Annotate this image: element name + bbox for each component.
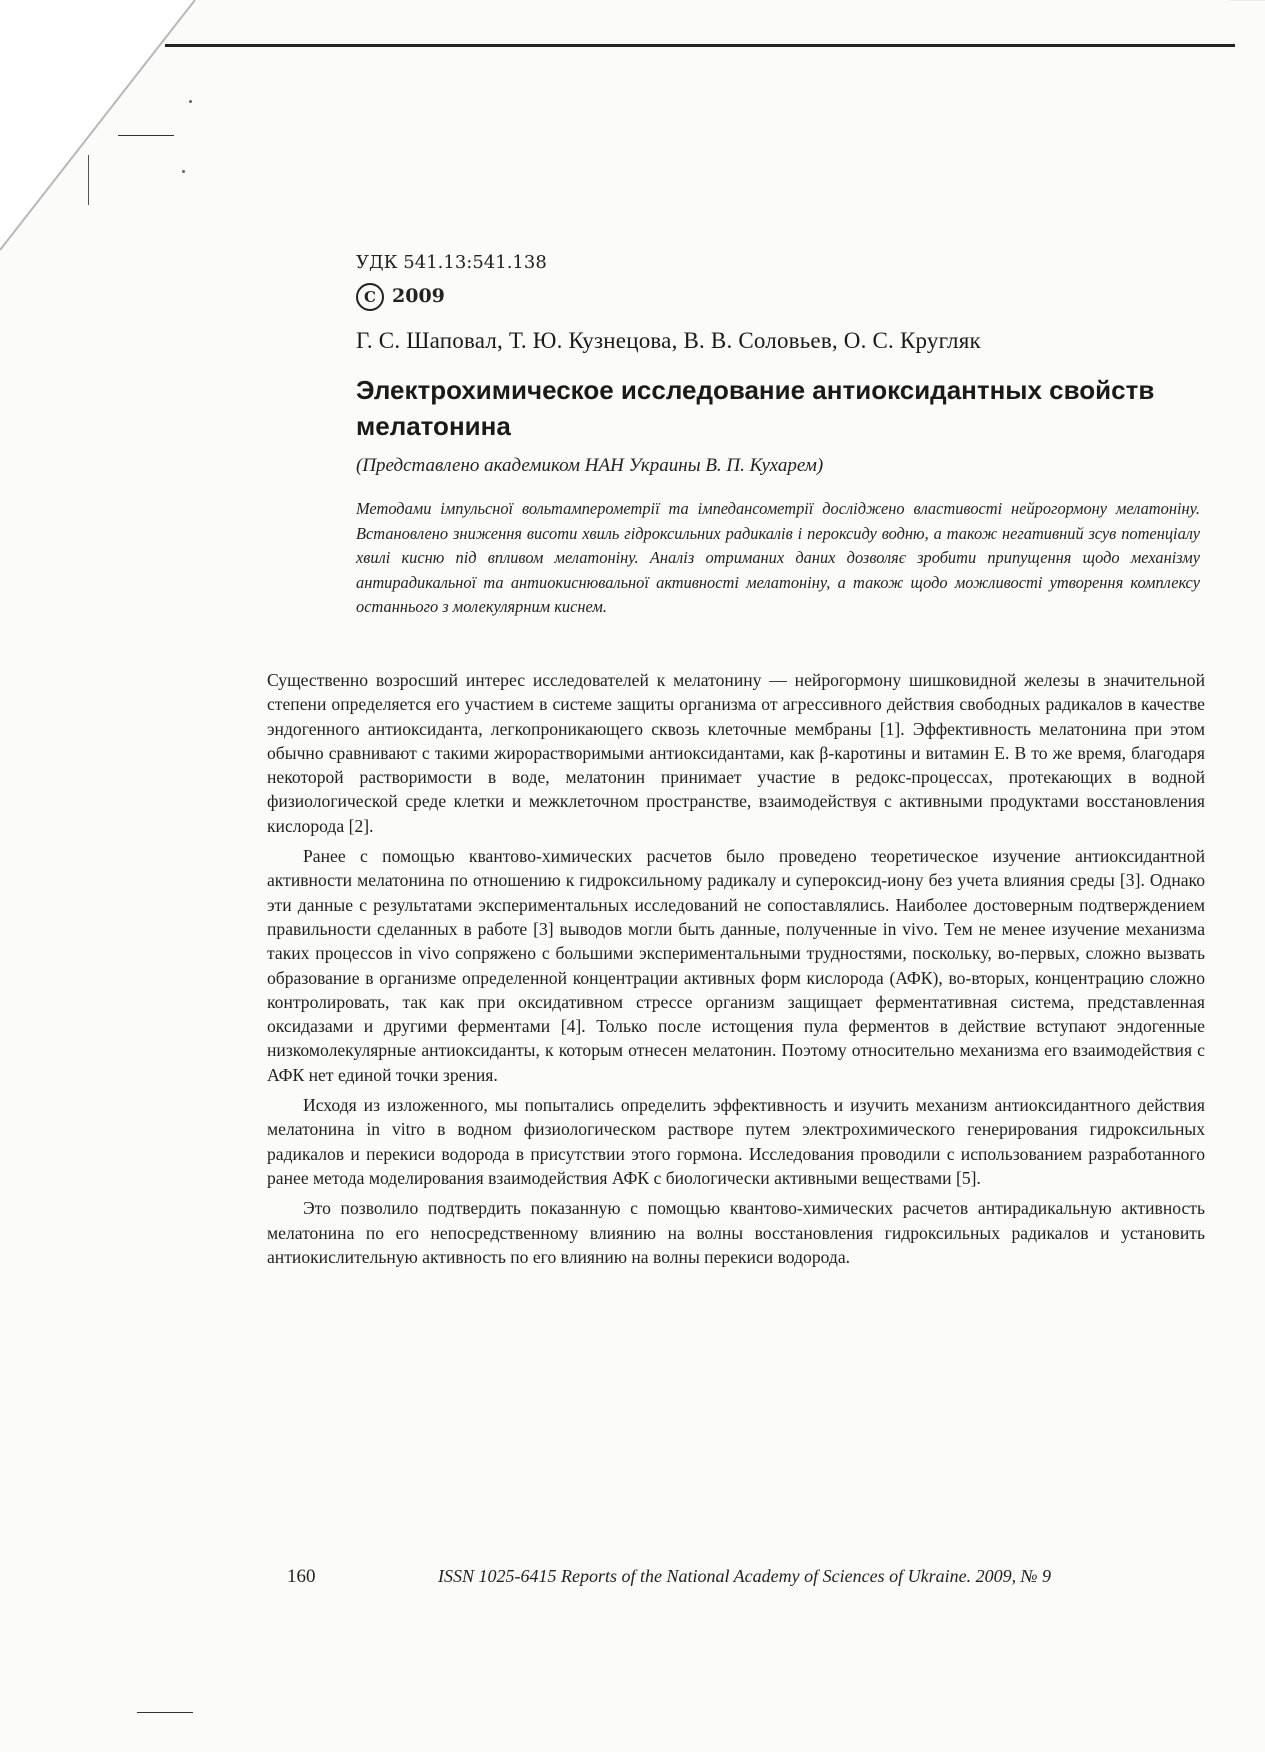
copyright-year: 2009 [392,285,445,307]
article-body [267,668,1205,1275]
margin-mark-vertical [88,155,89,205]
copyright-line [356,283,445,311]
journal-reference: ISSN 1025-6415 Reports of the National Academy of Sciences of Ukraine. 2009, № 9 [438,1566,1052,1586]
header-rule [165,44,1235,47]
scan-speck [182,170,185,173]
abstract: Методами імпульсної вольтамперометрії та імпедансометрії досліджено властивості нейрогормону мелатоніну. Встановлено зниження висоти хвиль гідроксильних радикалів і пероксиду водню, а також негативний зсув потенціалу хвилі кисню під впливом мелатоніну. Аналіз отриманих даних дозволяє зробити припущення щодо механізму антирадикальної та антиокиснювальної активності мелатоніну, а також щодо можливості утворення комплексу останнього з молекулярним киснем. [356,499,1200,617]
authors: Г. С. Шаповал, Т. Ю. Кузнецова, В. В. Соловьев, О. С. Кругляк [356,328,981,353]
body-paragraph-4: Это позволило подтвердить показанную с помощью квантово-химических расчетов антирадикальную активность мелатонина по его непосредственному влиянию на волны восстановления гидроксильных радикалов и установить антиокислительную активность по его влиянию на волны перекиси водорода. [267,1198,1205,1267]
body-paragraph-2: Ранее с помощью квантово-химических расчетов было проведено теоретическое изучение антиоксидантной активности мелатонина по отношению к гидроксильному радикалу и супероксид-иону без учета влияния среды [3]. Однако эти данные с результатами экспериментальных исследований не сопоставлялись. Наиболее достоверным подтверждением правильности сделанных в работе [3] выводов могли быть данные, полученные in vivo. Тем не менее изучение механизма таких процессов in vivo сопряжено с большими экспериментальными трудностями, поскольку, во-первых, сложно вызвать образование в организме определенной концентрации активных форм кислорода (АФК), во-вторых, концентрацию сложно контролировать, так как при оксидативном стрессе организм защищает ферментативная система, представленная оксидазами и другими ферментами [4]. Только после истощения пула ферментов в действие вступают эндогенные низкомолекулярные антиоксиданты, к которым отнесен мелатонин. Поэтому относительно механизма его взаимодействия с АФК нет единой точки зрения. [267,846,1205,1085]
margin-mark-top [118,135,174,136]
udc-code: УДК 541.13:541.138 [356,252,547,273]
page-number: 160 [287,1566,316,1587]
article-title: Электрохимическое исследование антиоксидантных свойств мелатонина [356,375,1155,441]
presented-by: (Представлено академиком НАН Украины В. П. Кухарем) [356,455,824,476]
scan-speck [189,100,192,103]
copyright-icon: C [356,283,384,311]
margin-mark-bottom [137,1712,193,1713]
body-paragraph-1: Существенно возросший интерес исследователей к мелатонину — нейрогормону шишковидной железы в значительной степени определяется его участием в системе защиты организма от агрессивного действия свободных радикалов в качестве эндогенного антиоксиданта, легкопроникающего сквозь клеточные мембраны [1]. Эффективность мелатонина при этом обычно сравнивают с такими жирорастворимыми антиоксидантами, как β-каротины и витамин Е. В то же время, благодаря некоторой растворимости в воде, мелатонин принимает участие в редокс-процессах, протекающих в водной физиологической среде клетки и межклеточном пространстве, взаимодействуя с активными продуктами восстановления кислорода [2]. [267,670,1205,836]
body-paragraph-3: Исходя из изложенного, мы попытались определить эффективность и изучить механизм антиоксидантного действия мелатонина in vitro в водном физиологическом растворе путем электрохимического генерирования гидроксильных радикалов и перекиси водорода в присутствии этого гормона. Исследования проводили с использованием разработанного ранее метода моделирования взаимодействия АФК с биологически активными веществами [5]. [267,1095,1205,1188]
